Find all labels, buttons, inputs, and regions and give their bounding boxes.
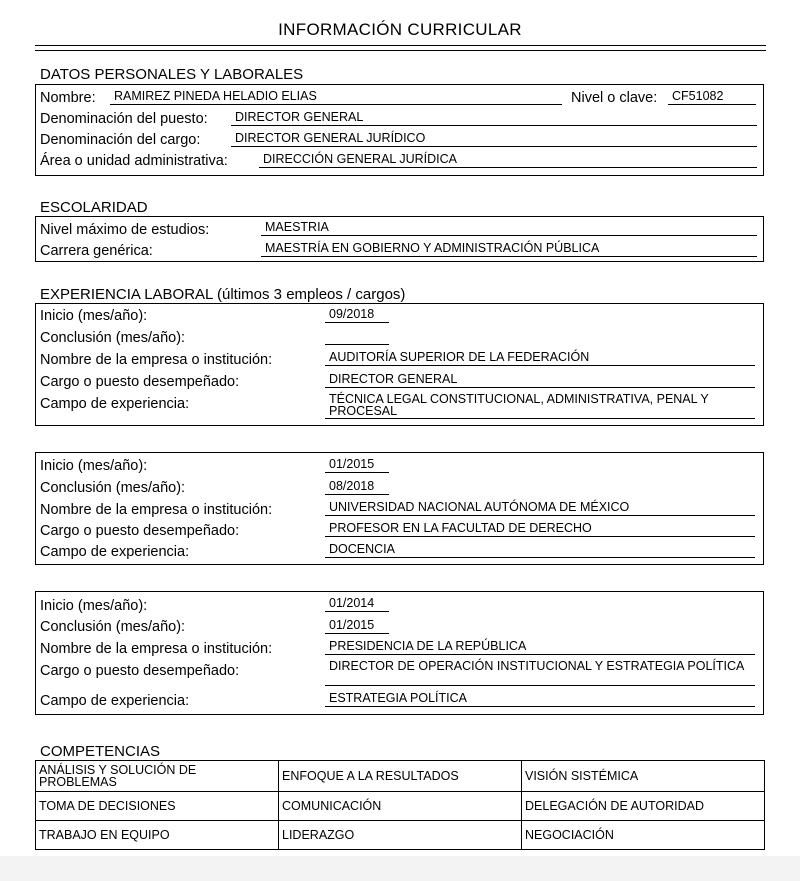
empresa-field[interactable]: UNIVERSIDAD NACIONAL AUTÓNOMA DE MÉXICO (325, 500, 755, 516)
conclusion-label: Conclusión (mes/año): (40, 480, 186, 496)
empresa-label: Nombre de la empresa o institución: (40, 502, 273, 518)
conclusion-label: Conclusión (mes/año): (40, 330, 186, 346)
carrera-field[interactable]: MAESTRÍA EN GOBIERNO Y ADMINISTRACIÓN PÚBLICA (261, 241, 757, 257)
table-row (36, 761, 765, 792)
table-row (36, 821, 765, 850)
empresa-label: Nombre de la empresa o institución: (40, 641, 273, 657)
experiencia-heading: EXPERIENCIA LABORAL (últimos 3 empleos / cargos) (40, 286, 406, 303)
job-1-box (35, 303, 764, 426)
conclusion-field[interactable]: 01/2015 (325, 618, 389, 634)
title-rule-bottom (35, 50, 766, 51)
escolaridad-heading: ESCOLARIDAD (40, 199, 148, 216)
cargo-desempenado-label: Cargo o puesto desempeñado: (40, 523, 240, 539)
escolaridad-box (35, 216, 764, 262)
job-3-box (35, 591, 764, 715)
campo-field[interactable]: DOCENCIA (325, 542, 755, 558)
nombre-field[interactable]: RAMIREZ PINEDA HELADIO ELIAS (110, 89, 562, 105)
competencia-cell: NEGOCIACIÓN (522, 821, 765, 850)
inicio-label: Inicio (mes/año): (40, 598, 148, 614)
inicio-field[interactable]: 01/2014 (325, 596, 389, 612)
competencia-cell: ENFOQUE A LA RESULTADOS (279, 761, 522, 792)
carrera-label: Carrera genérica: (40, 243, 153, 259)
competencia-cell: TOMA DE DECISIONES (36, 792, 279, 821)
cargo-desempenado-label: Cargo o puesto desempeñado: (40, 663, 240, 679)
conclusion-field[interactable] (325, 329, 389, 345)
competencia-cell: LIDERAZGO (279, 821, 522, 850)
personal-box (35, 84, 764, 176)
nivel-label: Nivel o clave: (571, 90, 658, 106)
area-field[interactable]: DIRECCIÓN GENERAL JURÍDICA (259, 152, 757, 168)
campo-label: Campo de experiencia: (40, 544, 190, 560)
campo-field[interactable]: TÉCNICA LEGAL CONSTITUCIONAL, ADMINISTRATIVA, PENAL Y PROCESAL (325, 393, 755, 419)
competencia-cell: DELEGACIÓN DE AUTORIDAD (522, 792, 765, 821)
puesto-field[interactable]: DIRECTOR GENERAL (231, 110, 757, 126)
cargo-field[interactable]: DIRECTOR GENERAL JURÍDICO (231, 131, 757, 147)
campo-label: Campo de experiencia: (40, 396, 190, 412)
cargo-desempenado-label: Cargo o puesto desempeñado: (40, 374, 240, 390)
personal-heading: DATOS PERSONALES Y LABORALES (40, 66, 304, 83)
page-title: INFORMACIÓN CURRICULAR (278, 20, 522, 39)
conclusion-label: Conclusión (mes/año): (40, 619, 186, 635)
empresa-field[interactable]: AUDITORÍA SUPERIOR DE LA FEDERACIÓN (325, 350, 755, 366)
page-bottom-margin (0, 856, 800, 881)
puesto-label: Denominación del puesto: (40, 111, 208, 127)
job-2-box (35, 452, 764, 565)
cargo-desempenado-field[interactable]: PROFESOR EN LA FACULTAD DE DERECHO (325, 521, 755, 537)
conclusion-field[interactable]: 08/2018 (325, 479, 389, 495)
nombre-label: Nombre: (40, 90, 96, 106)
area-label: Área o unidad administrativa: (40, 153, 228, 169)
competencias-heading: COMPETENCIAS (40, 743, 161, 760)
title-rule-top (35, 45, 766, 46)
nivel-field[interactable]: CF51082 (668, 89, 756, 105)
inicio-field[interactable]: 01/2015 (325, 457, 389, 473)
competencia-cell: TRABAJO EN EQUIPO (36, 821, 279, 850)
nivel-estudios-label: Nivel máximo de estudios: (40, 222, 210, 238)
cargo-label: Denominación del cargo: (40, 132, 201, 148)
inicio-label: Inicio (mes/año): (40, 308, 148, 324)
table-row (36, 792, 765, 821)
nivel-estudios-field[interactable]: MAESTRIA (261, 220, 757, 236)
inicio-label: Inicio (mes/año): (40, 458, 148, 474)
competencias-table (35, 760, 765, 850)
inicio-field[interactable]: 09/2018 (325, 307, 389, 323)
competencia-cell: COMUNICACIÓN (279, 792, 522, 821)
empresa-field[interactable]: PRESIDENCIA DE LA REPÚBLICA (325, 639, 755, 655)
cargo-desempenado-field[interactable]: DIRECTOR DE OPERACIÓN INSTITUCIONAL Y ESTRATEGIA POLÍTICA (325, 660, 755, 686)
competencia-cell: VISIÓN SISTÉMICA (522, 761, 765, 792)
campo-label: Campo de experiencia: (40, 693, 190, 709)
empresa-label: Nombre de la empresa o institución: (40, 352, 273, 368)
competencia-cell: ANÁLISIS Y SOLUCIÓN DE PROBLEMAS (36, 761, 279, 792)
campo-field[interactable]: ESTRATEGIA POLÍTICA (325, 691, 755, 707)
cargo-desempenado-field[interactable]: DIRECTOR GENERAL (325, 372, 755, 388)
